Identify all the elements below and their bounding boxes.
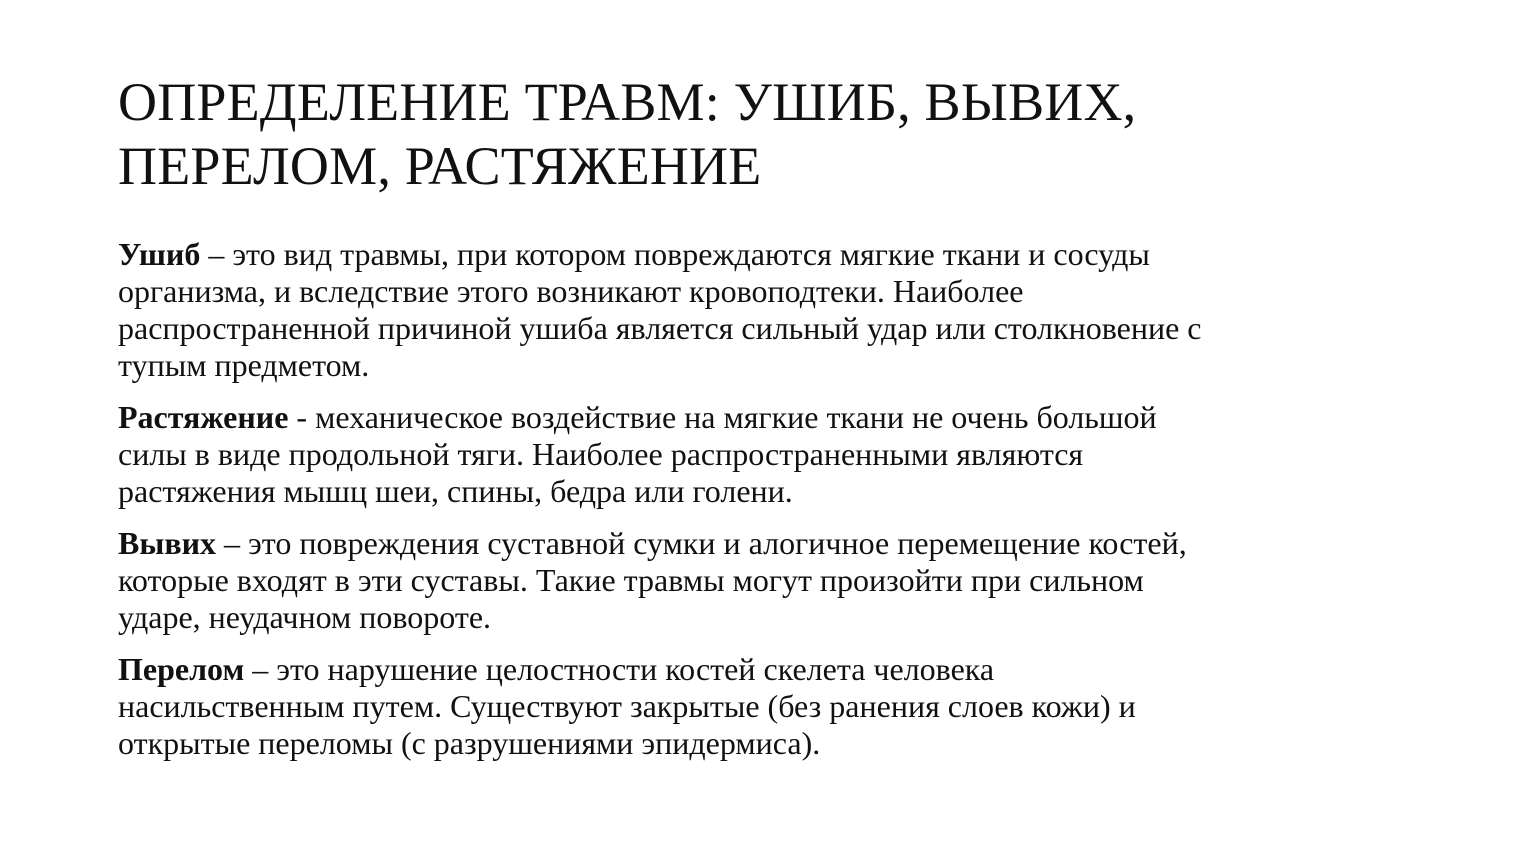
term-fracture: Перелом [118,651,245,687]
definition-line: распространенной причиной ушиба является сильный удар или столкновение с [118,310,1202,346]
definition-line [118,651,1418,688]
definition-text: – это повреждения суставной сумки и алогичное перемещение костей, [216,525,1187,561]
definition-line: ударе, неудачном повороте. [118,599,492,635]
definition-dislocation [118,525,1418,636]
definition-sprain [118,399,1418,510]
definition-text: – это вид травмы, при котором повреждаются мягкие ткани и сосуды [200,236,1150,272]
slide-title [118,70,1418,198]
definition-bruise [118,236,1418,384]
definition-line: организма, и вследствие этого возникают кровоподтеки. Наиболее [118,273,1024,309]
term-sprain: Растяжение [118,399,289,435]
definition-line: растяжения мышц шеи, спины, бедра или голени. [118,473,793,509]
definition-fracture [118,651,1418,762]
term-bruise: Ушиб [118,236,201,272]
definition-line: силы в виде продольной тяги. Наиболее распространенными являются [118,436,1084,472]
definition-line: насильственным путем. Существуют закрытые (без ранения слоев кожи) и [118,688,1136,724]
title-line: ПЕРЕЛОМ, РАСТЯЖЕНИЕ [118,136,762,196]
definition-text: - механическое воздействие на мягкие ткани не очень большой [288,399,1157,435]
definition-line [118,399,1418,436]
definition-line [118,525,1418,562]
title-line: ОПРЕДЕЛЕНИЕ ТРАВМ: УШИБ, ВЫВИХ, [118,72,1137,132]
definition-line: тупым предметом. [118,347,370,383]
definition-line [118,236,1418,273]
term-dislocation: Вывих [118,525,217,561]
definition-line: открытые переломы (с разрушениями эпидермиса). [118,725,821,761]
definitions-list [118,236,1418,777]
definition-line: которые входят в эти суставы. Такие травмы могут произойти при сильном [118,562,1144,598]
definition-text: – это нарушение целостности костей скелета человека [244,651,995,687]
